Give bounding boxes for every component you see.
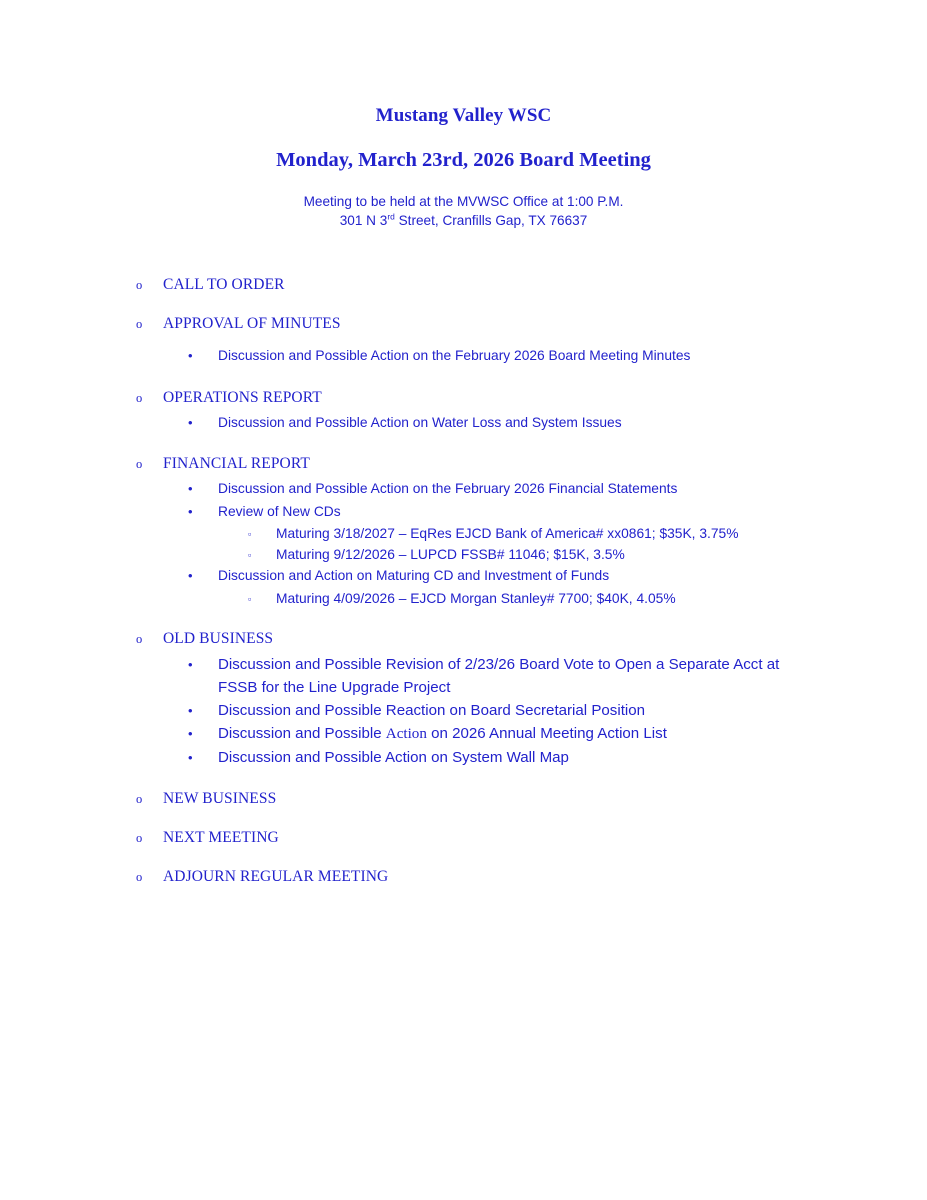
- level2-bullet-icon: •: [188, 348, 193, 364]
- list-item: [0, 588, 927, 609]
- list-item: [0, 746, 927, 769]
- heading-spacer: [0, 333, 927, 345]
- level1-marker-icon: o: [136, 869, 143, 884]
- section-new-business: [0, 790, 927, 808]
- meeting-location-time: Meeting to be held at the MVWSC Office at 1:00 P.M.: [303, 194, 624, 210]
- section-spacer: [0, 847, 927, 868]
- level1-marker-icon: o: [136, 390, 143, 405]
- level1-marker-icon: o: [136, 457, 143, 472]
- level3-bullet-icon: ▫: [248, 593, 252, 604]
- section-adjourn: [0, 868, 927, 886]
- list-item: [0, 565, 927, 588]
- list-item-label: Discussion and Possible Reaction on Board Secretarial Position: [218, 701, 646, 719]
- list-item-label: [218, 725, 667, 742]
- list-item-label: Maturing 9/12/2026 – LUPCD FSSB# 11046; $15K, 3.5%: [276, 547, 625, 563]
- agenda-heading-financial-report: [0, 455, 927, 473]
- list-item-label: Discussion and Action on Maturing CD and Investment of Funds: [218, 568, 610, 584]
- level2-bullet-icon: •: [188, 749, 193, 765]
- list-item-label: Discussion and Possible Action on the February 2026 Board Meeting Minutes: [218, 348, 691, 364]
- list-item-label: Review of New CDs: [218, 503, 341, 519]
- agenda-heading-call-to-order: [0, 276, 927, 294]
- level1-marker-icon: o: [136, 830, 143, 845]
- list-item: [0, 699, 927, 722]
- list-item: [0, 478, 927, 501]
- sub-item-list: [0, 478, 927, 609]
- list-item-label: Discussion and Possible Action on the February 2026 Financial Statements: [218, 481, 678, 497]
- level1-marker-icon: o: [136, 278, 143, 293]
- level2-bullet-icon: •: [188, 568, 193, 584]
- meeting-address: [0, 211, 927, 230]
- agenda-heading-label: FINANCIAL REPORT: [163, 455, 310, 473]
- level3-bullet-icon: ▫: [248, 529, 252, 540]
- list-item-text-emphasis: Action: [385, 725, 427, 742]
- list-item: [0, 523, 927, 544]
- section-spacer: [0, 609, 927, 630]
- level2-bullet-icon: •: [188, 414, 193, 430]
- agenda-heading-approval-of-minutes: [0, 315, 927, 333]
- agenda-list: [0, 230, 927, 886]
- section-spacer: [0, 434, 927, 455]
- address-suffix: Street, Cranfills Gap, TX 76637: [394, 213, 588, 229]
- section-old-business: [0, 630, 927, 769]
- list-item: [0, 722, 927, 746]
- list-item: [0, 412, 927, 435]
- new-cd-detail-list: [0, 523, 927, 565]
- agenda-heading-label: NEW BUSINESS: [163, 789, 277, 807]
- section-spacer: [0, 294, 927, 315]
- sub-item-list: [0, 412, 927, 435]
- meeting-details: [0, 171, 927, 230]
- level3-bullet-icon: ▫: [248, 550, 252, 561]
- section-operations-report: [0, 389, 927, 435]
- level2-bullet-icon: •: [188, 725, 193, 741]
- level2-bullet-icon: •: [188, 481, 193, 497]
- section-call-to-order: [0, 276, 927, 294]
- sub-item-list: [0, 653, 927, 769]
- agenda-heading-adjourn: [0, 868, 927, 886]
- agenda-heading-next-meeting: [0, 829, 927, 847]
- section-financial-report: [0, 455, 927, 609]
- level2-bullet-icon: •: [188, 503, 193, 519]
- address-ordinal: rd: [387, 211, 395, 222]
- list-item: [0, 544, 927, 565]
- list-item-text-part1: Discussion and Possible: [218, 724, 386, 742]
- agenda-heading-label: NEXT MEETING: [163, 828, 279, 846]
- agenda-heading-label: OPERATIONS REPORT: [163, 388, 322, 406]
- list-item-label: Maturing 3/18/2027 – EqRes EJCD Bank of America# xx0861; $35K, 3.75%: [276, 526, 739, 542]
- level1-marker-icon: o: [136, 791, 143, 806]
- agenda-heading-old-business: [0, 630, 927, 648]
- agenda-heading-label: CALL TO ORDER: [163, 276, 285, 294]
- agenda-heading-label: APPROVAL OF MINUTES: [163, 315, 341, 333]
- agenda-heading-label: ADJOURN REGULAR MEETING: [163, 867, 389, 885]
- maturing-cd-detail-list: [0, 588, 927, 609]
- agenda-heading-operations-report: [0, 389, 927, 407]
- level2-bullet-icon: •: [188, 702, 193, 718]
- list-item: [0, 653, 927, 699]
- list-item-label: Discussion and Possible Revision of 2/23/26 Board Vote to Open a Separate Acct at FSSB for the Line Upgrade Project: [218, 655, 780, 696]
- list-item-text-part2: on 2026 Annual Meeting Action List: [426, 724, 667, 742]
- agenda-heading-label: OLD BUSINESS: [163, 629, 274, 647]
- section-spacer: [0, 808, 927, 829]
- sub-item-list: [0, 345, 927, 368]
- list-item: [0, 501, 927, 524]
- section-spacer: [0, 769, 927, 790]
- section-next-meeting: [0, 829, 927, 847]
- list-item-label: Discussion and Possible Action on Water Loss and System Issues: [218, 414, 622, 430]
- agenda-heading-new-business: [0, 790, 927, 808]
- section-approval-of-minutes: [0, 315, 927, 368]
- level1-marker-icon: o: [136, 317, 143, 332]
- document-header: [0, 0, 927, 230]
- section-spacer: [0, 368, 927, 389]
- level2-bullet-icon: •: [188, 656, 193, 672]
- page-title: Mustang Valley WSC: [375, 105, 552, 126]
- level1-marker-icon: o: [136, 631, 143, 646]
- address-prefix: 301 N 3: [339, 213, 388, 229]
- list-item-label: Maturing 4/09/2026 – EJCD Morgan Stanley# 7700; $40K, 4.05%: [276, 590, 676, 606]
- list-item-label: Discussion and Possible Action on System Wall Map: [218, 748, 569, 766]
- page-subtitle: Monday, March 23rd, 2026 Board Meeting: [276, 148, 651, 171]
- list-item: [0, 345, 927, 368]
